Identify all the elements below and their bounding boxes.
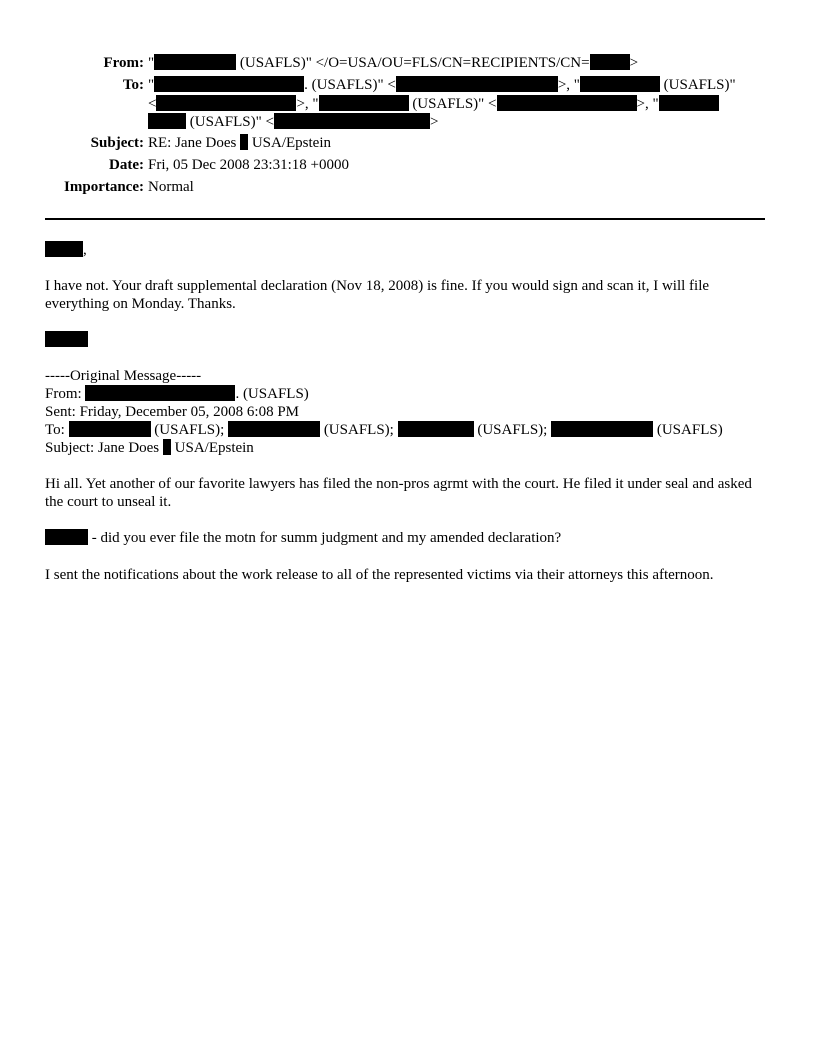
importance-value: Normal (148, 179, 194, 195)
original-from: From: . (USAFLS) (45, 386, 309, 402)
signature (45, 331, 88, 349)
redaction (163, 439, 171, 455)
redaction (274, 113, 430, 129)
redaction (148, 113, 186, 129)
redaction (45, 529, 88, 545)
redaction (590, 54, 630, 70)
greeting: , (45, 241, 87, 259)
reply-paragraph: I have not. Your draft supplemental declaration (Nov 18, 2008) is fine. If you would sign and scan it, I will file everything on Monday. Thanks. (45, 278, 710, 312)
redaction (154, 76, 304, 92)
to-value-line-3: (USAFLS)" < > (148, 114, 438, 130)
original-message-marker: -----Original Message----- (45, 368, 202, 384)
original-paragraph-2: - did you ever file the motn for summ judgment and my amended declaration? (45, 529, 561, 547)
from-label: From: (103, 55, 144, 71)
redaction (156, 95, 296, 111)
to-value-line-2: < >, " (USAFLS)" < >, " (148, 96, 719, 112)
redaction (659, 95, 719, 111)
original-to: To: (USAFLS); (USAFLS); (USAFLS); (USAFLS) (45, 422, 723, 438)
subject-value: RE: Jane Does USA/Epstein (148, 135, 331, 151)
redaction (497, 95, 637, 111)
redaction (228, 421, 320, 437)
header-divider (45, 218, 765, 220)
from-value: " (USAFLS)" </O=USA/OU=FLS/CN=RECIPIENTS/CN= > (148, 55, 639, 71)
redaction (240, 134, 248, 150)
redaction (69, 421, 151, 437)
date-label: Date: (109, 157, 144, 173)
header-to-row-2 (148, 95, 719, 113)
redaction (85, 385, 235, 401)
redaction (319, 95, 409, 111)
header-to-row-3 (148, 113, 438, 131)
to-value-line-1: " . (USAFLS)" < >, " (USAFLS)" (148, 77, 736, 93)
redaction (398, 421, 474, 437)
redaction (154, 54, 236, 70)
to-label: To: (122, 77, 144, 93)
original-paragraph-1: Hi all. Yet another of our favorite lawyers has filed the non-pros agrmt with the court. He filed it under seal and asked the court to unseal it. (45, 476, 752, 510)
original-paragraph-3: I sent the notifications about the work release to all of the represented victims via their attorneys this afternoon. (45, 567, 714, 583)
original-sent: Sent: Friday, December 05, 2008 6:08 PM (45, 404, 299, 420)
redaction (580, 76, 660, 92)
original-subject: Subject: Jane Does USA/Epstein (45, 440, 254, 456)
date-value: Fri, 05 Dec 2008 23:31:18 +0000 (148, 157, 349, 173)
redaction (551, 421, 653, 437)
redaction (45, 331, 88, 347)
subject-label: Subject: (90, 135, 144, 151)
importance-label: Importance: (64, 179, 144, 195)
redaction (396, 76, 558, 92)
redaction (45, 241, 83, 257)
